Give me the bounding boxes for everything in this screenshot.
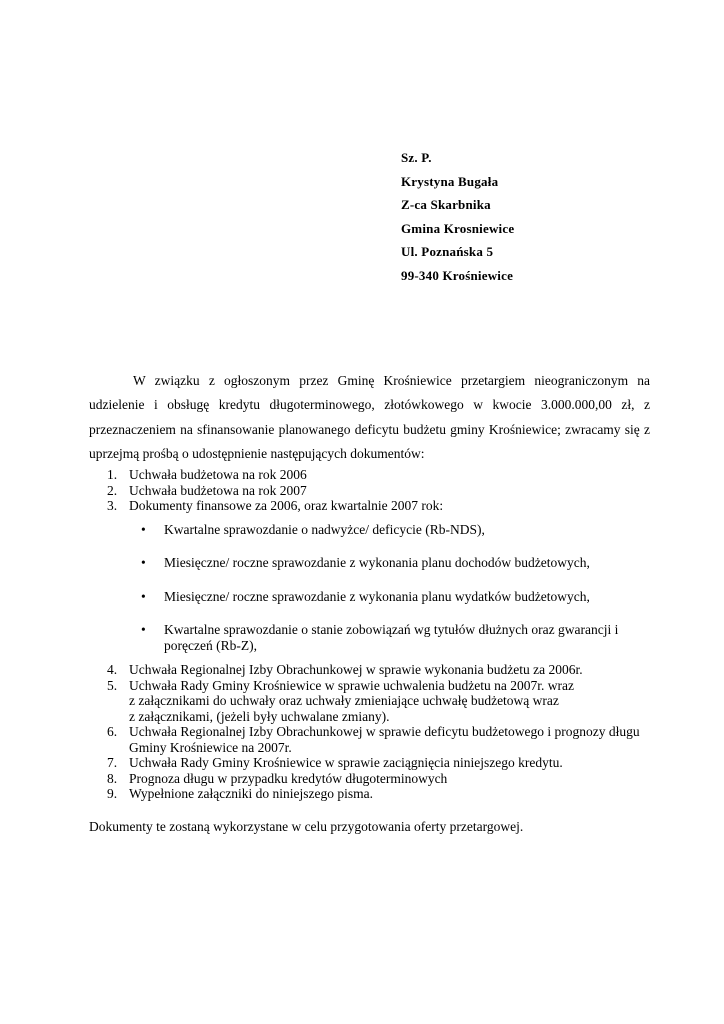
list-item-number: 8. [107,770,118,786]
list-item-text: Uchwała Rady Gminy Krośniewice w sprawie zaciągnięcia niniejszego kredytu. [129,755,563,770]
bullet-item-text: Miesięczne/ roczne sprawozdanie z wykonania planu wydatków budżetowych, [164,588,590,604]
list-item-text: Uchwała budżetowa na rok 2007 [129,482,307,498]
list-item-text: Prognoza długu w przypadku kredytów długoterminowych [129,770,448,786]
list-item [89,755,659,771]
list-item-text: Uchwała Regionalnej Izby Obrachunkowej w sprawie wykonania budżetu za 2006r. [129,662,583,677]
bullet-item-text: poręczeń (Rb-Z), [164,637,257,653]
recipient-address [401,146,701,287]
list-item [89,771,659,787]
recipient-name: Krystyna Bugała [401,173,499,189]
bullet-icon: • [141,555,146,570]
list-item-number: 9. [107,786,118,801]
list-item-text: z załącznikami, (jeżeli były uchwalane zmiany). [129,708,390,724]
list-item-text: Dokumenty finansowe za 2006, oraz kwartalnie 2007 rok: [129,498,444,513]
list-item [89,498,659,514]
list-item [89,786,659,802]
list-item-number: 7. [107,755,118,770]
list-item [89,724,659,755]
bullet-item [89,589,659,605]
intro-paragraph [89,369,650,466]
bullet-item-text: Kwartalne sprawozdanie o nadwyżce/ deficycie (Rb-NDS), [164,521,485,537]
bullet-item [89,555,659,571]
list-item-text: z załącznikami do uchwały oraz uchwały zmieniające uchwałę budżetową wraz [129,693,559,708]
financial-documents-sublist [89,522,659,654]
recipient-institution: Gmina Krosniewice [401,220,515,236]
list-item-text: Uchwała Rady Gminy Krośniewice w sprawie uchwalenia budżetu na 2007r. wraz [129,677,574,693]
list-item [89,467,659,483]
intro-text: W związku z ogłoszonym przez Gminę Krośniewice przetargiem nieograniczonym na udzielenie i obsługę kredytu długoterminowego, złotówkowego w kwocie 3.000.000,00 zł, z przeznaczeniem na sfinansowanie planowanego deficytu budżetu gminy Krośniewice; zwracamy się z uprzejmą prośbą o udostępnienie następujących dokumentów: [89,373,650,461]
bullet-item [89,522,659,538]
recipient-salutation: Sz. P. [401,150,432,165]
list-item-number: 1. [107,467,118,482]
list-item [89,678,659,725]
list-item [89,483,659,499]
bullet-item-text: Miesięczne/ roczne sprawozdanie z wykonania planu dochodów budżetowych, [164,555,590,570]
list-item-text: Wypełnione załączniki do niniejszego pisma. [129,786,373,801]
list-item-number: 3. [107,498,118,513]
bullet-icon: • [141,521,146,537]
document-list [89,467,659,802]
list-item-number: 6. [107,724,118,739]
bullet-icon: • [141,588,146,604]
list-item-number: 2. [107,482,118,498]
list-item-text: Uchwała budżetowa na rok 2006 [129,467,307,482]
list-item [89,662,659,678]
list-item-number: 4. [107,662,118,677]
list-item-number: 5. [107,677,118,693]
list-item-text: Gminy Krośniewice na 2007r. [129,739,292,755]
bullet-item-text: Kwartalne sprawozdanie o stanie zobowiązań wg tytułów dłużnych oraz gwarancji i [164,622,619,637]
closing-sentence: Dokumenty te zostaną wykorzystane w celu przygotowania oferty przetargowej. [89,819,524,834]
bullet-icon: • [141,622,146,637]
recipient-position: Z-ca Skarbnika [401,197,491,212]
recipient-city: 99-340 Krośniewice [401,267,514,283]
recipient-street: Ul. Poznańska 5 [401,244,494,259]
bullet-item [89,622,659,653]
list-item-text: Uchwała Regionalnej Izby Obrachunkowej w sprawie deficytu budżetowego i prognozy długu [129,724,640,739]
